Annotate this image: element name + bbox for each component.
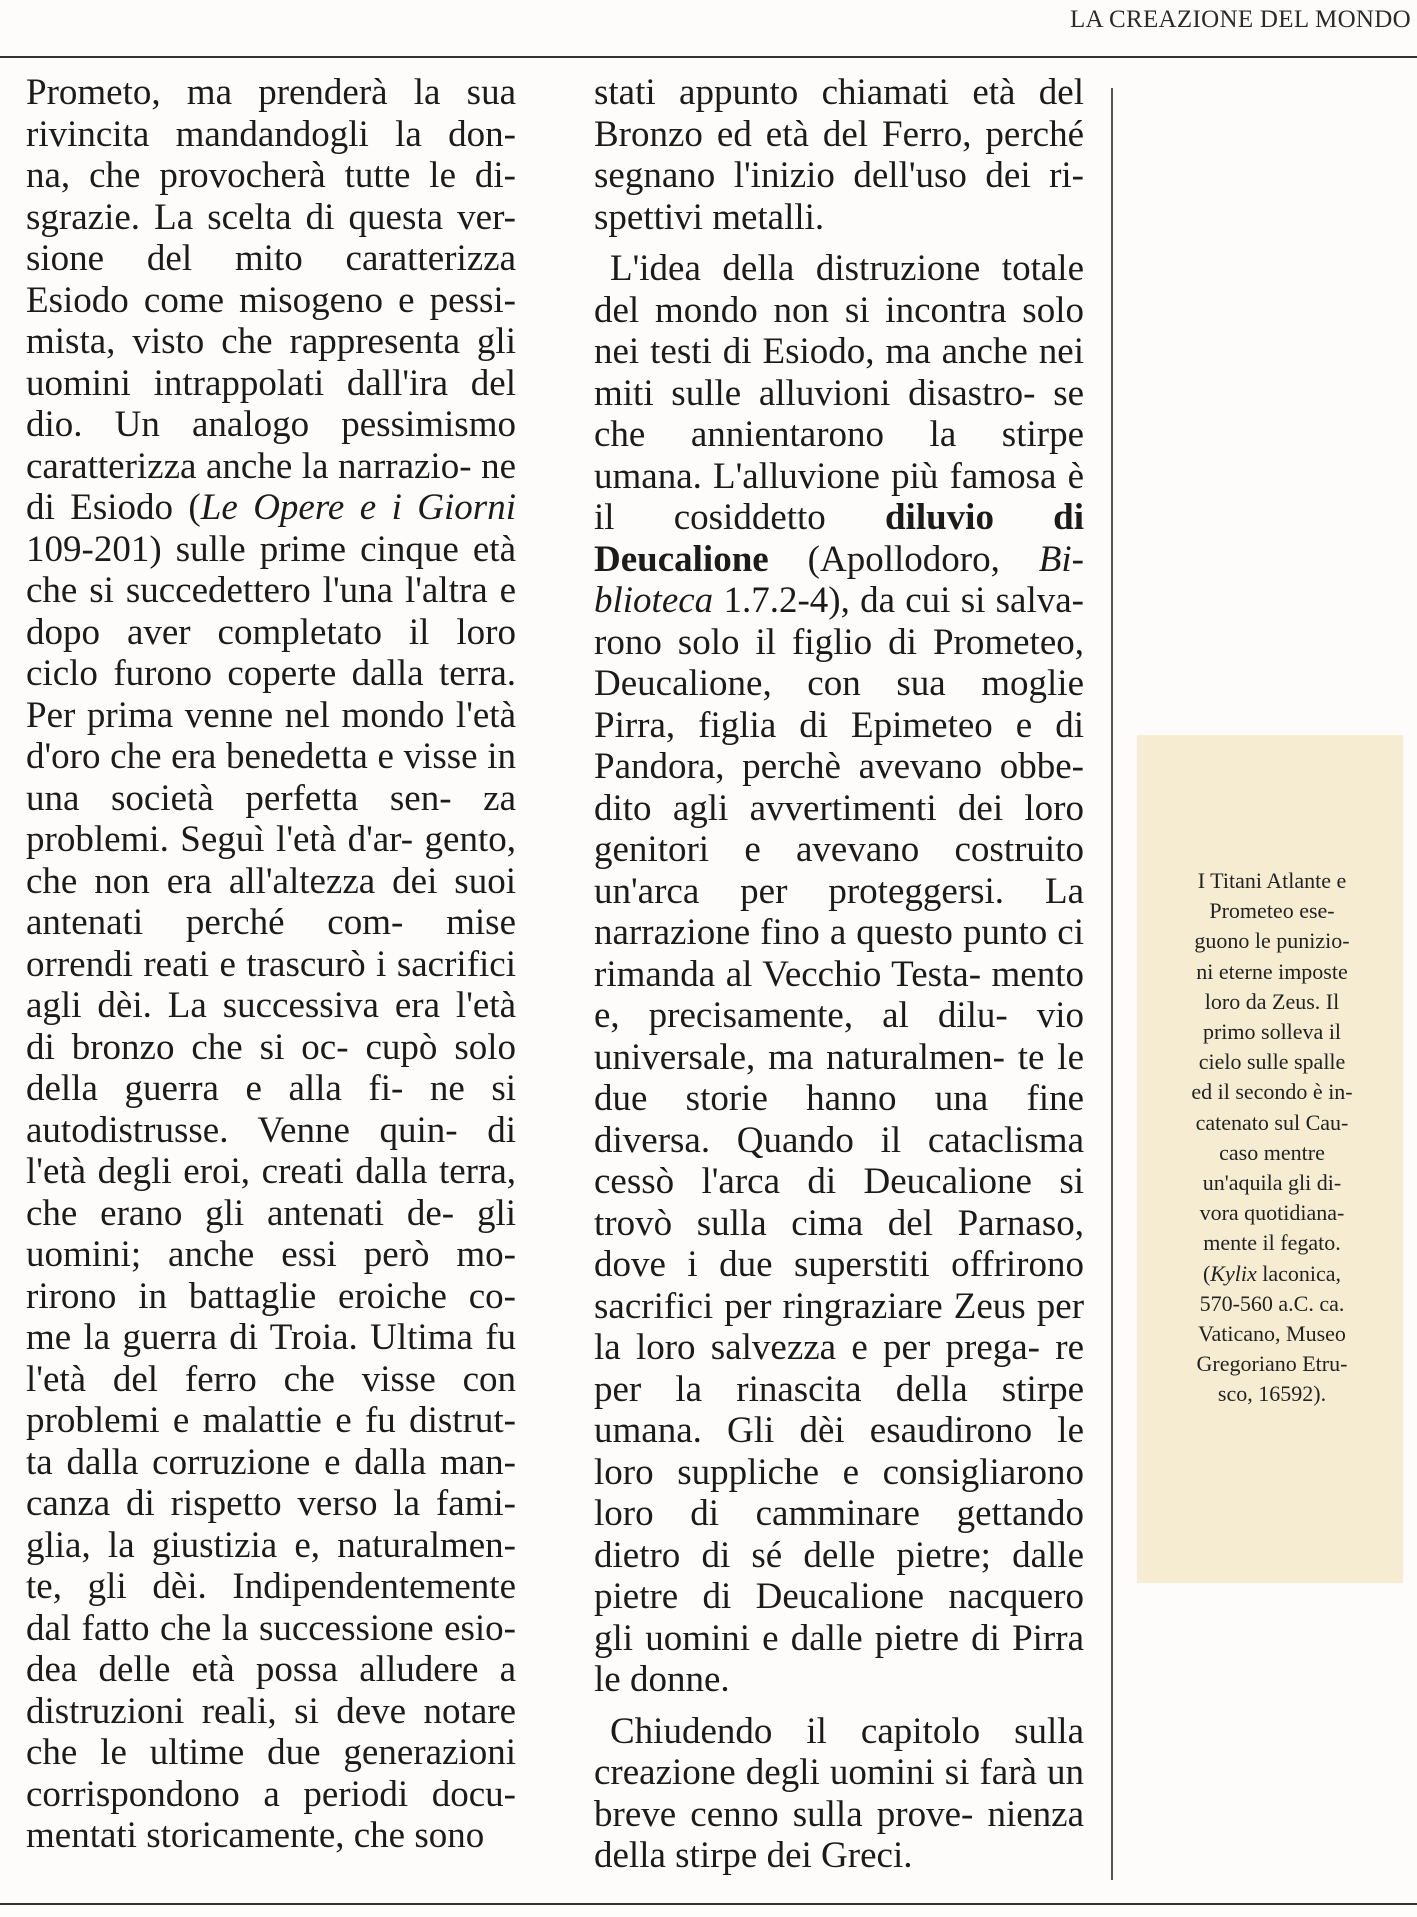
text-line: dio. Un analogo pessimismo <box>26 404 516 445</box>
text-line: segnano l'inizio dell'uso dei ri- <box>594 155 1084 196</box>
bottom-rule <box>0 1903 1417 1905</box>
bold-term: diluvio di <box>884 497 1084 538</box>
caption-line: Gregoriano Etru- <box>1196 1351 1348 1377</box>
text-line: l'età d'oro che era benedetta e <box>26 694 516 777</box>
caption-line <box>1150 1259 1394 1289</box>
caption-line: sco, 16592). <box>1217 1381 1327 1407</box>
text-line: me la guerra di Troia. Ultima <box>26 1317 473 1358</box>
text-line: L'idea della distruzione totale <box>610 248 1084 289</box>
text-line: sacrifici per ringraziare Zeus <box>594 1285 1026 1327</box>
text-line: rirono in battaglie eroiche co- <box>26 1275 516 1317</box>
text-line: che si succedettero l'una l'altra <box>26 570 488 611</box>
text-line: sione del mito caratterizza <box>26 238 516 279</box>
text-line: spettivi metalli. <box>594 196 825 238</box>
caption-term: Kylix <box>1210 1260 1257 1286</box>
text-line: rivincita mandandogli la don- <box>26 113 516 155</box>
text-line: creazione degli uomini si farà <box>594 1752 1037 1793</box>
text-line: mentati storicamente, che sono <box>26 1815 485 1856</box>
text-line: uomini intrappolati dall'ira del <box>26 362 516 404</box>
left-column <box>26 72 516 1857</box>
text-line: nienza della stirpe dei Greci. <box>594 1793 1084 1876</box>
text-line: mise orrendi reati e trascurò i <box>26 902 516 985</box>
caption-line: loro da Zeus. Il <box>1204 988 1340 1014</box>
text-line: 109-201) sulle prime cinque età <box>26 528 516 570</box>
text-line: za problemi. Seguì l'età d'ar- <box>26 777 516 860</box>
work-title: Bi- <box>1038 538 1084 580</box>
text-line: na, che provocherà tutte le di- <box>26 155 516 196</box>
text-line: pietre di Deucalione nacquero <box>594 1576 1084 1617</box>
text-line: re per la rinascita della stirpe <box>594 1327 1084 1410</box>
caption-line: guono le punizio- <box>1194 928 1350 954</box>
middle-paragraph-2 <box>594 248 1084 1701</box>
caption-line: Vaticano, Museo <box>1198 1321 1346 1347</box>
text-line: dito agli avvertimenti dei loro <box>594 787 1084 829</box>
text-line: del mondo non si incontra solo <box>594 289 1084 331</box>
text-line: sacrifici agli dèi. La successiva <box>26 943 516 1026</box>
caption-text: ( <box>1202 1260 1211 1286</box>
text-line: vio universale, ma naturalmen- <box>594 995 1084 1078</box>
text-line: umana. L'alluvione più famosa <box>594 455 1057 497</box>
text-line: le donne. <box>594 1659 730 1700</box>
text-line: ne di Esiodo ( <box>26 445 517 528</box>
text-line: Chiudendo il capitolo sulla <box>610 1710 1084 1752</box>
text-line: visse in una società perfetta sen- <box>26 736 517 819</box>
text-line: loro suppliche e consigliarono <box>594 1451 1084 1493</box>
text-line: 1.7.2-4), da cui si salva- <box>713 580 1084 621</box>
text-line: di l'età degli eroi, creati dalla <box>26 1109 516 1192</box>
work-title: blioteca <box>594 580 714 621</box>
text-line: per la loro salvezza e per prega- <box>594 1285 1085 1368</box>
text-line: problemi e malattie e fu distrut- <box>26 1400 516 1441</box>
text-line: cupò solo della guerra e alla fi- <box>26 1026 517 1109</box>
text-line: te, gli dèi. Indipendentemente <box>26 1566 516 1607</box>
caption-text: laconica, <box>1256 1260 1342 1286</box>
caption-line: un'aquila gli di- <box>1202 1170 1342 1196</box>
text-line: ne si autodistrusse. Venne quin- <box>26 1068 517 1151</box>
text-line: dal fatto che la successione esio- <box>26 1607 516 1649</box>
text-line: mista, visto che rappresenta gli <box>26 321 516 362</box>
caption-line: catenato sul Cau- <box>1195 1109 1349 1135</box>
top-rule <box>0 56 1417 58</box>
middle-paragraph-3 <box>594 1711 1084 1877</box>
text-line: terra, che erano gli antenati de- <box>26 1151 516 1234</box>
work-title: Le Opere e i Giorni <box>200 487 516 528</box>
text-line: e dopo aver completato il loro <box>26 570 516 653</box>
text-line: (Apollodoro, <box>768 538 1039 580</box>
text-line: diversa. Quando il cataclisma <box>594 1119 1084 1161</box>
text-line: umana. Gli dèi esaudirono le <box>594 1410 1084 1451</box>
text-line: trovò sulla cima del Parnaso, <box>594 1202 1084 1244</box>
left-paragraph <box>26 72 516 1857</box>
text-line: dei suoi antenati perché com- <box>26 860 516 943</box>
text-line: Esiodo come misogeno e pessi- <box>26 279 516 321</box>
text-line: gli uomini; anche essi però mo- <box>26 1192 517 1275</box>
caption-line: cielo sulle spalle <box>1198 1049 1346 1075</box>
text-line: glia, la giustizia e, naturalmen- <box>26 1524 516 1566</box>
text-line: ta dalla corruzione e dalla man- <box>26 1441 516 1483</box>
text-line: ci rimanda al Vecchio Testa- <box>594 912 1084 995</box>
text-line: narrazione fino a questo punto <box>594 912 1048 953</box>
caption-line: ni eterne imposte <box>1196 958 1348 984</box>
caption-line: ed il secondo è in- <box>1191 1079 1353 1105</box>
text-line: gli uomini e dalle pietre di Pirra <box>594 1617 1084 1659</box>
text-line: corrispondono a periodi docu- <box>26 1773 516 1815</box>
text-line: stati appunto chiamati età del <box>594 72 1084 113</box>
caption-line: caso mentre <box>1219 1139 1325 1165</box>
text-line: era l'età di bronzo che si oc- <box>26 985 517 1068</box>
text-line: fu l'età del ferro che visse con <box>26 1317 517 1400</box>
middle-column <box>594 72 1084 1877</box>
text-line: Pirra, figlia di Epimeteo e di <box>594 704 1084 746</box>
text-line: cessò l'arca di Deucalione si <box>594 1161 1084 1202</box>
text-line: Per prima venne nel mondo <box>26 694 445 736</box>
text-line: genitori e avevano costruito <box>594 829 1084 870</box>
middle-paragraph-1 <box>594 72 1084 238</box>
caption-line: vora quotidiana- <box>1199 1200 1345 1226</box>
caption-line: Prometeo ese- <box>1209 898 1335 924</box>
text-line: loro di camminare gettando <box>594 1493 1084 1534</box>
text-line: Bronzo ed età del Ferro, perché <box>594 113 1084 155</box>
text-line: distruzioni reali, si deve notare <box>26 1690 516 1732</box>
caption-line: I Titani Atlante e <box>1197 868 1347 893</box>
text-line: ciclo furono coperte dalla terra. <box>26 653 516 694</box>
text-line: nei testi di Esiodo, ma anche <box>594 331 1028 372</box>
text-line: gento, che non era all'altezza <box>26 819 516 902</box>
text-line: che le ultime due generazioni <box>26 1732 516 1773</box>
text-line: un breve cenno sulla prove- <box>594 1752 1085 1835</box>
text-line: caratterizza anche la narrazio- <box>26 445 472 487</box>
text-line: Deucalione, con sua moglie <box>594 663 1084 704</box>
caption-line: 570-560 a.C. ca. <box>1199 1290 1345 1316</box>
caption-line: mente il fegato. <box>1203 1230 1341 1256</box>
caption-line: primo solleva il <box>1202 1019 1342 1045</box>
text-line: Prometo, ma prenderà la sua <box>26 72 516 113</box>
text-line: mento e, precisamente, al dilu- <box>594 953 1085 1036</box>
text-line: è il cosiddetto <box>594 455 1085 538</box>
column-divider <box>1111 88 1113 1880</box>
bold-term: Deucalione <box>594 538 769 580</box>
text-line: sgrazie. La scelta di questa ver- <box>26 196 516 238</box>
text-line: rono solo il figlio di Prometeo, <box>594 621 1084 663</box>
text-line: dea delle età possa alludere a <box>26 1649 516 1690</box>
text-line: te le due storie hanno una fine <box>594 1036 1085 1119</box>
running-head: LA CREAZIONE DEL MONDO <box>1069 6 1411 33</box>
text-line: canza di rispetto verso la fami- <box>26 1483 516 1524</box>
text-line: se che annientarono la stirpe <box>594 372 1085 455</box>
text-line: nei miti sulle alluvioni disastro- <box>594 331 1084 414</box>
text-line: Pandora, perchè avevano obbe- <box>594 746 1084 787</box>
text-line: un'arca per proteggersi. La <box>594 870 1084 912</box>
text-line: dietro di sé delle pietre; dalle <box>594 1534 1084 1576</box>
text-line: dove i due superstiti offrirono <box>594 1244 1084 1285</box>
figure-caption <box>1150 866 1394 1410</box>
